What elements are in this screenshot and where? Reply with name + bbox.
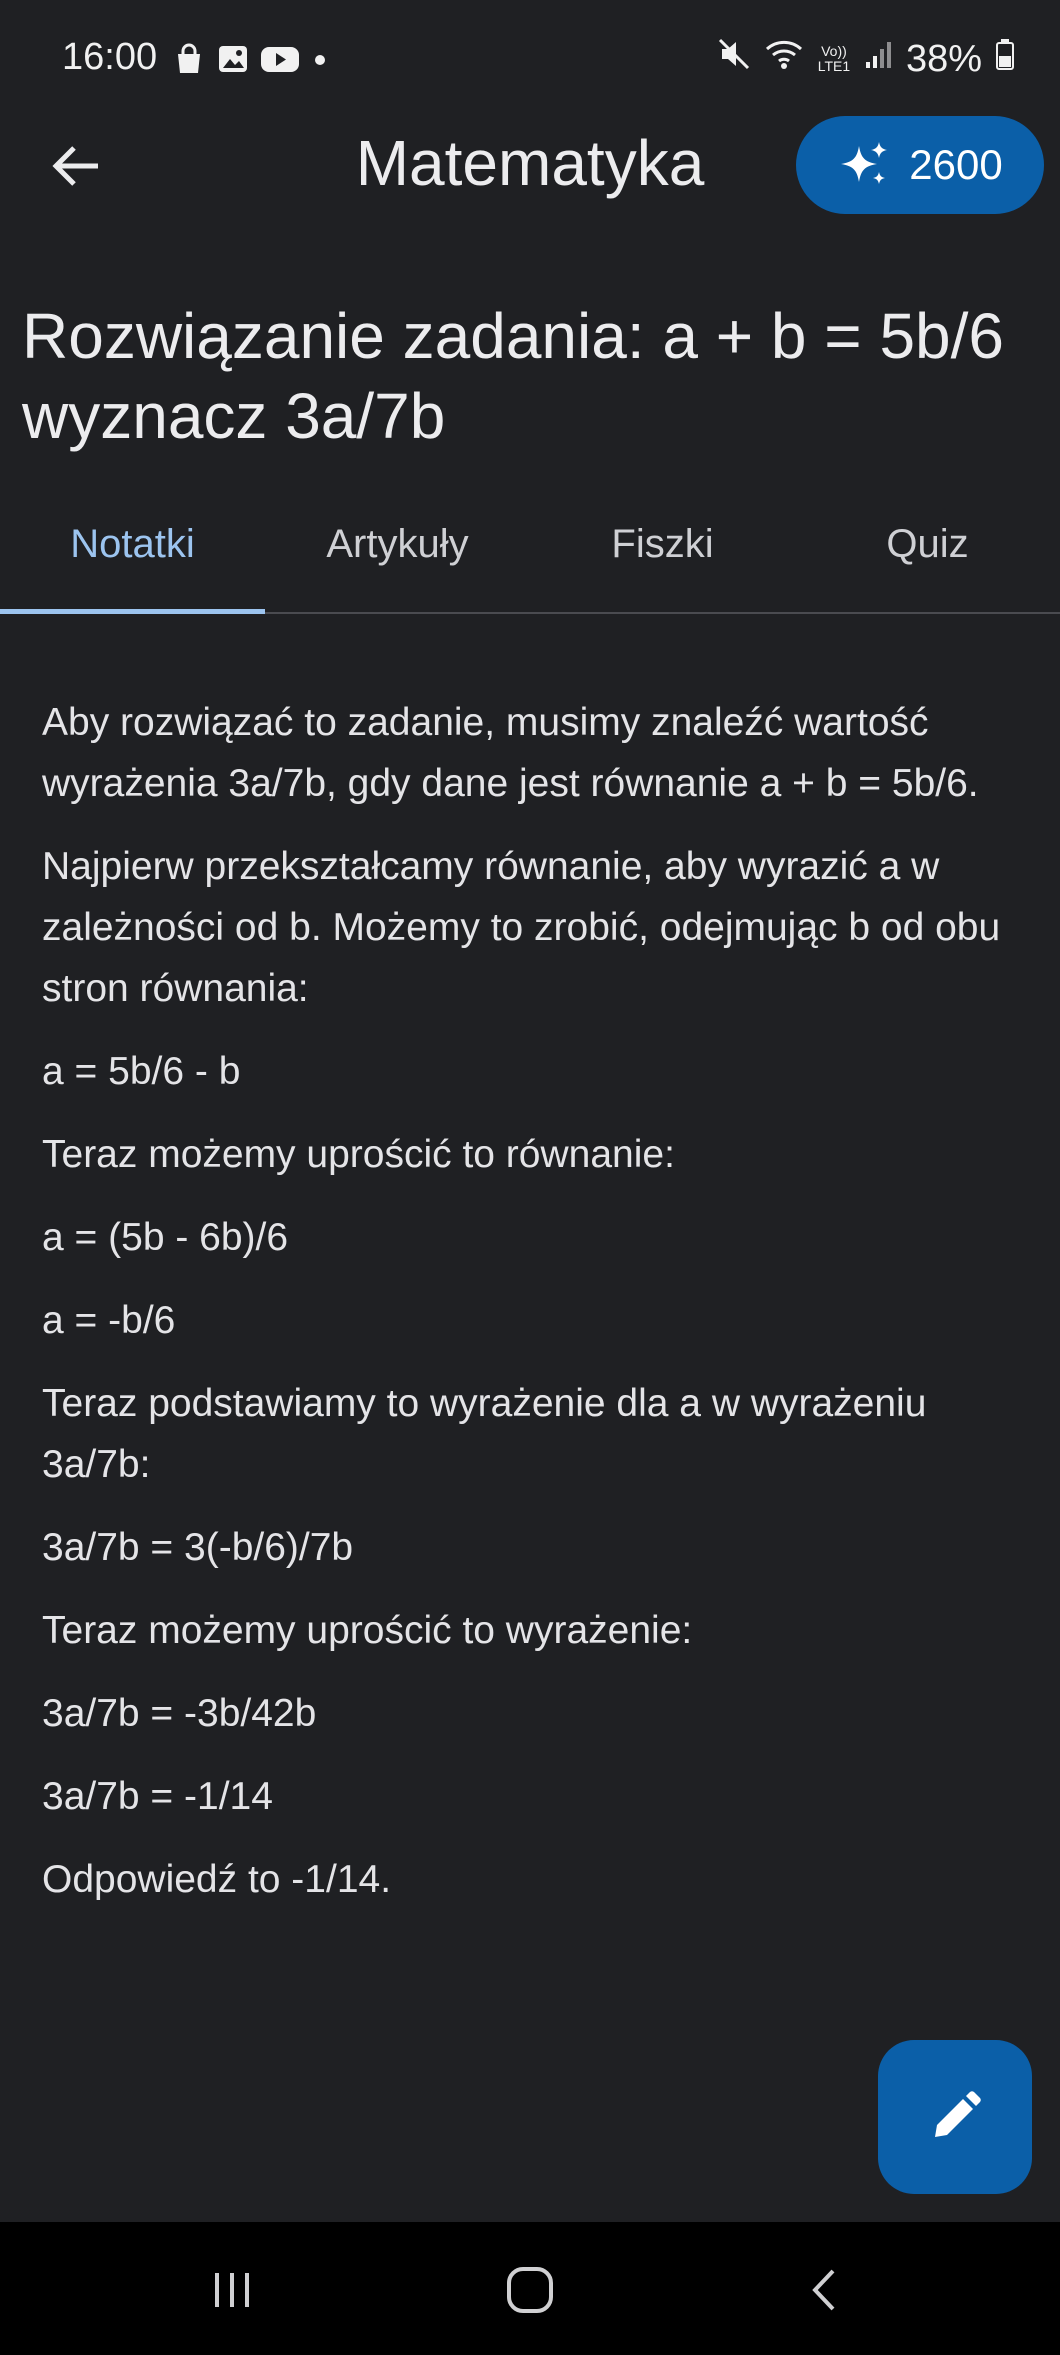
paragraph: Najpierw przekształcamy równanie, aby wyrazić a w zależności od b. Możemy to zrobić, odejmując b od obu stron równania: xyxy=(42,845,1001,1010)
mute-icon xyxy=(716,36,752,82)
tab-artykuly[interactable]: Artykuły xyxy=(326,522,469,566)
shopping-bag-icon xyxy=(172,42,206,81)
paragraph: a = 5b/6 - b xyxy=(42,1050,241,1093)
chevron-left-icon xyxy=(801,2265,851,2315)
paragraph: 3a/7b = -3b/42b xyxy=(42,1692,317,1735)
pencil-icon xyxy=(925,2087,985,2147)
credits-count: 2600 xyxy=(909,141,1003,188)
sparkle-icon xyxy=(837,138,891,192)
battery-level: 38% xyxy=(905,37,982,80)
notification-icons xyxy=(172,42,330,81)
tab-notatki[interactable]: Notatki xyxy=(0,500,265,612)
tab-fiszki[interactable]: Fiszki xyxy=(611,522,714,566)
gallery-icon xyxy=(216,42,250,81)
system-nav-bar xyxy=(0,2222,1060,2355)
paragraph: a = -b/6 xyxy=(42,1299,176,1342)
app-title: Matematyka xyxy=(355,127,705,199)
paragraph: 3a/7b = -1/14 xyxy=(42,1775,273,1818)
home-button[interactable] xyxy=(490,2258,570,2322)
paragraph: Aby rozwiązać to zadanie, musimy znaleźć wartość wyrażenia 3a/7b, gdy dane jest równanie a + b = 5b/6. xyxy=(42,701,979,805)
paragraph: Teraz możemy uprościć to równanie: xyxy=(42,1133,675,1176)
page-title: Rozwiązanie zadania: a + b = 5b/6 wyznacz 3a/7b xyxy=(22,300,1004,452)
notes-content xyxy=(42,692,1032,1932)
wifi-icon xyxy=(764,36,804,82)
paragraph: 3a/7b = 3(-b/6)/7b xyxy=(42,1526,354,1569)
tab-bar xyxy=(0,500,1060,614)
paragraph: a = (5b - 6b)/6 xyxy=(42,1216,289,1259)
battery-icon xyxy=(994,36,1016,82)
credits-button[interactable] xyxy=(796,116,1044,214)
home-icon xyxy=(503,2263,557,2317)
status-bar xyxy=(0,0,1060,120)
nav-back-button[interactable] xyxy=(786,2258,866,2322)
app-bar xyxy=(0,112,1060,216)
signal-icon xyxy=(864,36,894,82)
tab-quiz[interactable]: Quiz xyxy=(886,522,969,566)
paragraph: Odpowiedź to -1/14. xyxy=(42,1858,392,1901)
paragraph: Teraz podstawiamy to wyrażenie dla a w wyrażeniu 3a/7b: xyxy=(42,1382,927,1486)
youtube-icon xyxy=(260,42,300,81)
paragraph: Teraz możemy uprościć to wyrażenie: xyxy=(42,1609,693,1652)
recent-apps-button[interactable] xyxy=(192,2258,272,2322)
system-status xyxy=(716,36,1016,82)
dot-icon xyxy=(310,42,330,81)
edit-fab-button[interactable] xyxy=(878,2040,1032,2194)
recents-icon xyxy=(207,2265,257,2315)
status-time: 16:00 xyxy=(62,36,158,78)
volte-icon: Vo)) LTE1 xyxy=(817,43,851,74)
